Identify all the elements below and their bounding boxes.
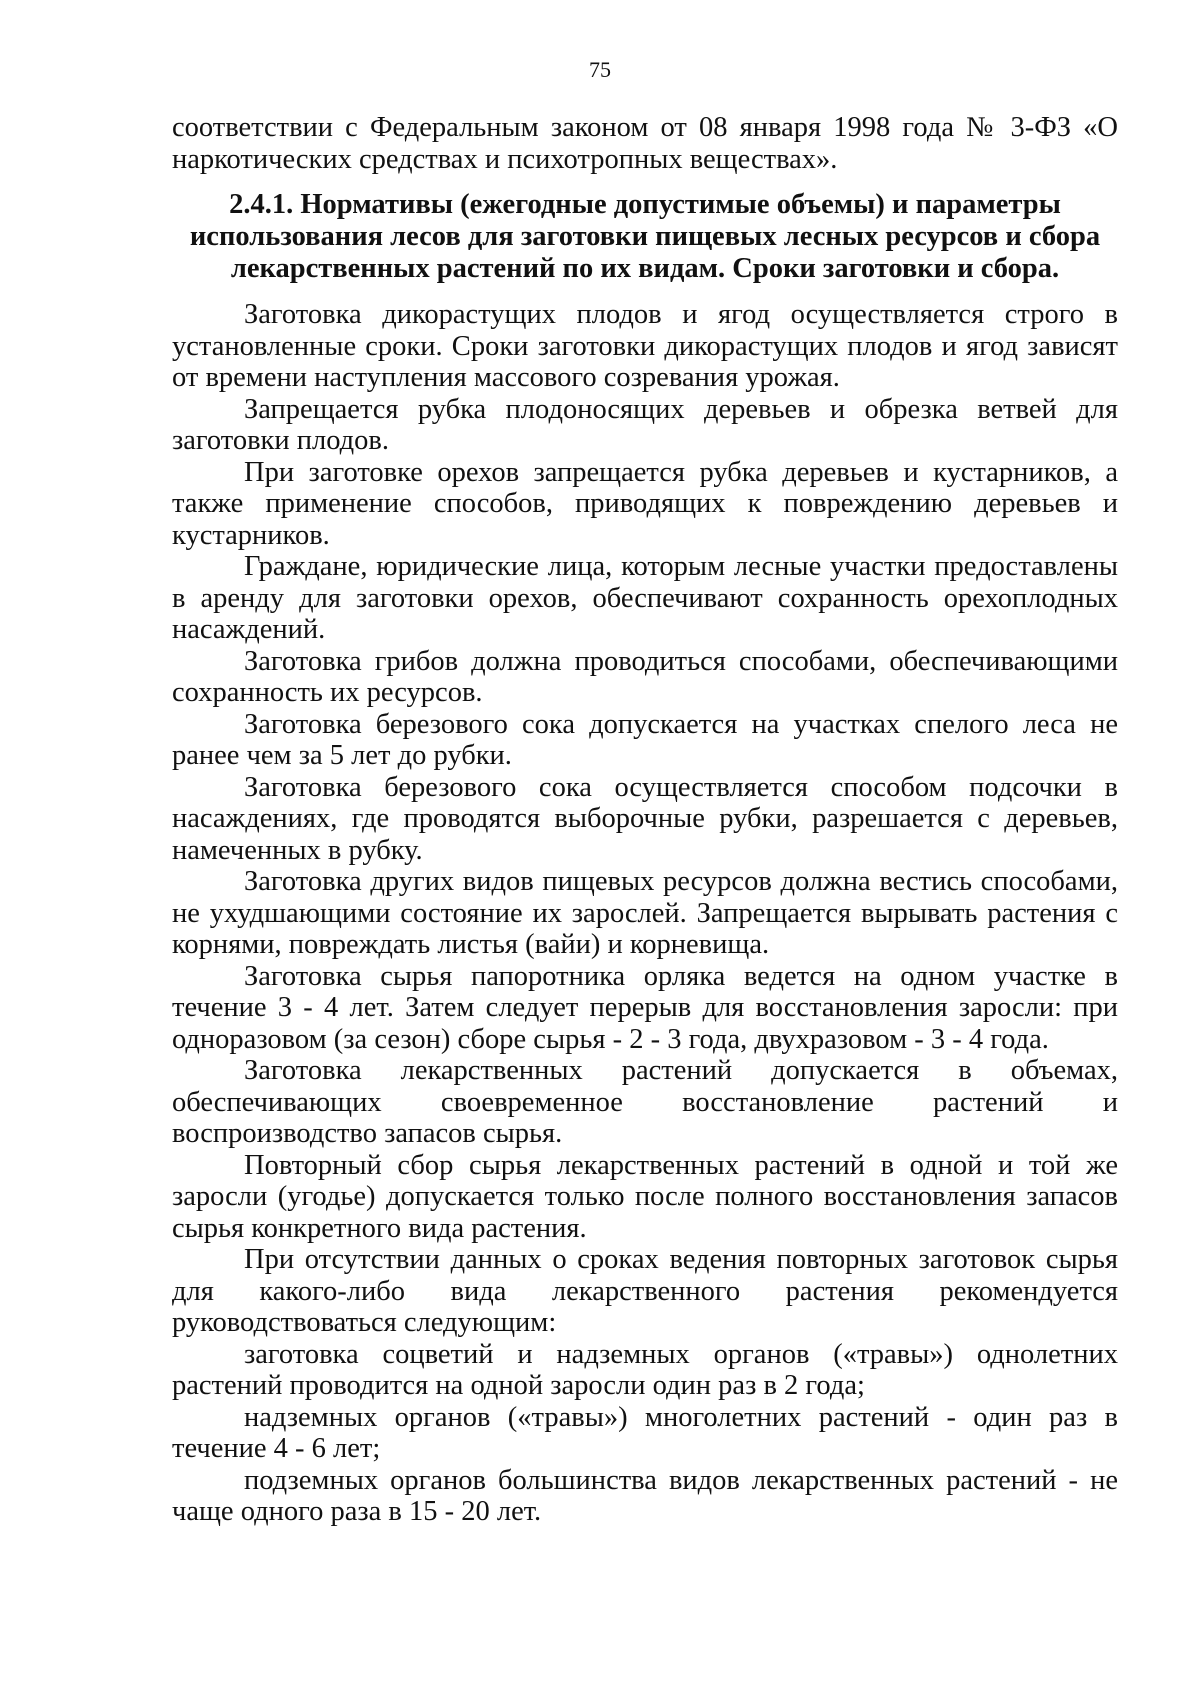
list-item-paragraph: подземных органов большинства видов лекарственных растений - не чаще одного раза в 15 - 20 лет. (172, 1464, 1118, 1527)
body-paragraph: Заготовка березового сока осуществляется способом подсочки в насаждениях, где проводятся выборочные рубки, разрешается с деревьев, намеченных в рубку. (172, 771, 1118, 866)
body-paragraph: Заготовка грибов должна проводиться способами, обеспечивающими сохранность их ресурсов. (172, 645, 1118, 708)
list-item-paragraph: заготовка соцветий и надземных органов («травы») однолетних растений проводится на одной заросли один раз в 2 года; (172, 1338, 1118, 1401)
list-item-paragraph: надземных органов («травы») многолетних растений - один раз в течение 4 - 6 лет; (172, 1401, 1118, 1464)
body-paragraph: При отсутствии данных о сроках ведения повторных заготовок сырья для какого-либо вида лекарственного растения рекомендуется руководствоваться следующим: (172, 1244, 1118, 1338)
body-paragraph: Повторный сбор сырья лекарственных растений в одной и той же заросли (угодье) допускается только после полного восстановления запасов сырья конкретного вида растения. (172, 1149, 1118, 1244)
body-paragraph: Заготовка других видов пищевых ресурсов должна вестись способами, не ухудшающими состояние их зарослей. Запрещается вырывать растения с корнями, повреждать листья (вайи) и корневища. (172, 866, 1118, 960)
document-body (172, 112, 1118, 1528)
body-paragraph: Граждане, юридические лица, которым лесные участки предоставлены в аренду для заготовки орехов, обеспечивают сохранность орехоплодных насаждений. (172, 551, 1118, 645)
page-number: 75 (589, 57, 611, 82)
body-paragraph: Заготовка дикорастущих плодов и ягод осуществляется строго в установленные сроки. Сроки заготовки дикорастущих плодов и ягод зависят от времени наступления массового созревания урожая. (172, 299, 1118, 393)
body-paragraph: Запрещается рубка плодоносящих деревьев и обрезка ветвей для заготовки плодов. (172, 393, 1118, 456)
section-heading: 2.4.1. Нормативы (ежегодные допустимые объемы) и параметры использования лесов для заготовки пищевых лесных ресурсов и сбора лекарственных растений по их видам. Сроки заготовки и сбора. (189, 189, 1101, 284)
body-paragraph: Заготовка лекарственных растений допускается в объемах, обеспечивающих своевременное восстановление растений и воспроизводство запасов сырья. (172, 1055, 1118, 1149)
continuation-paragraph: соответствии с Федеральным законом от 08 января 1998 года № 3-ФЗ «О наркотических средствах и психотропных веществах». (172, 112, 1118, 175)
body-paragraph: Заготовка березового сока допускается на участках спелого леса не ранее чем за 5 лет до рубки. (172, 708, 1118, 771)
body-paragraph: Заготовка сырья папоротника орляка ведется на одном участке в течение 3 - 4 лет. Затем следует перерыв для восстановления заросли: при одноразовом (за сезон) сборе сырья - 2 - 3 года, двухразовом - 3 - 4 года. (172, 960, 1118, 1055)
body-paragraph: При заготовке орехов запрещается рубка деревьев и кустарников, а также применение способов, приводящих к повреждению деревьев и кустарников. (172, 456, 1118, 551)
